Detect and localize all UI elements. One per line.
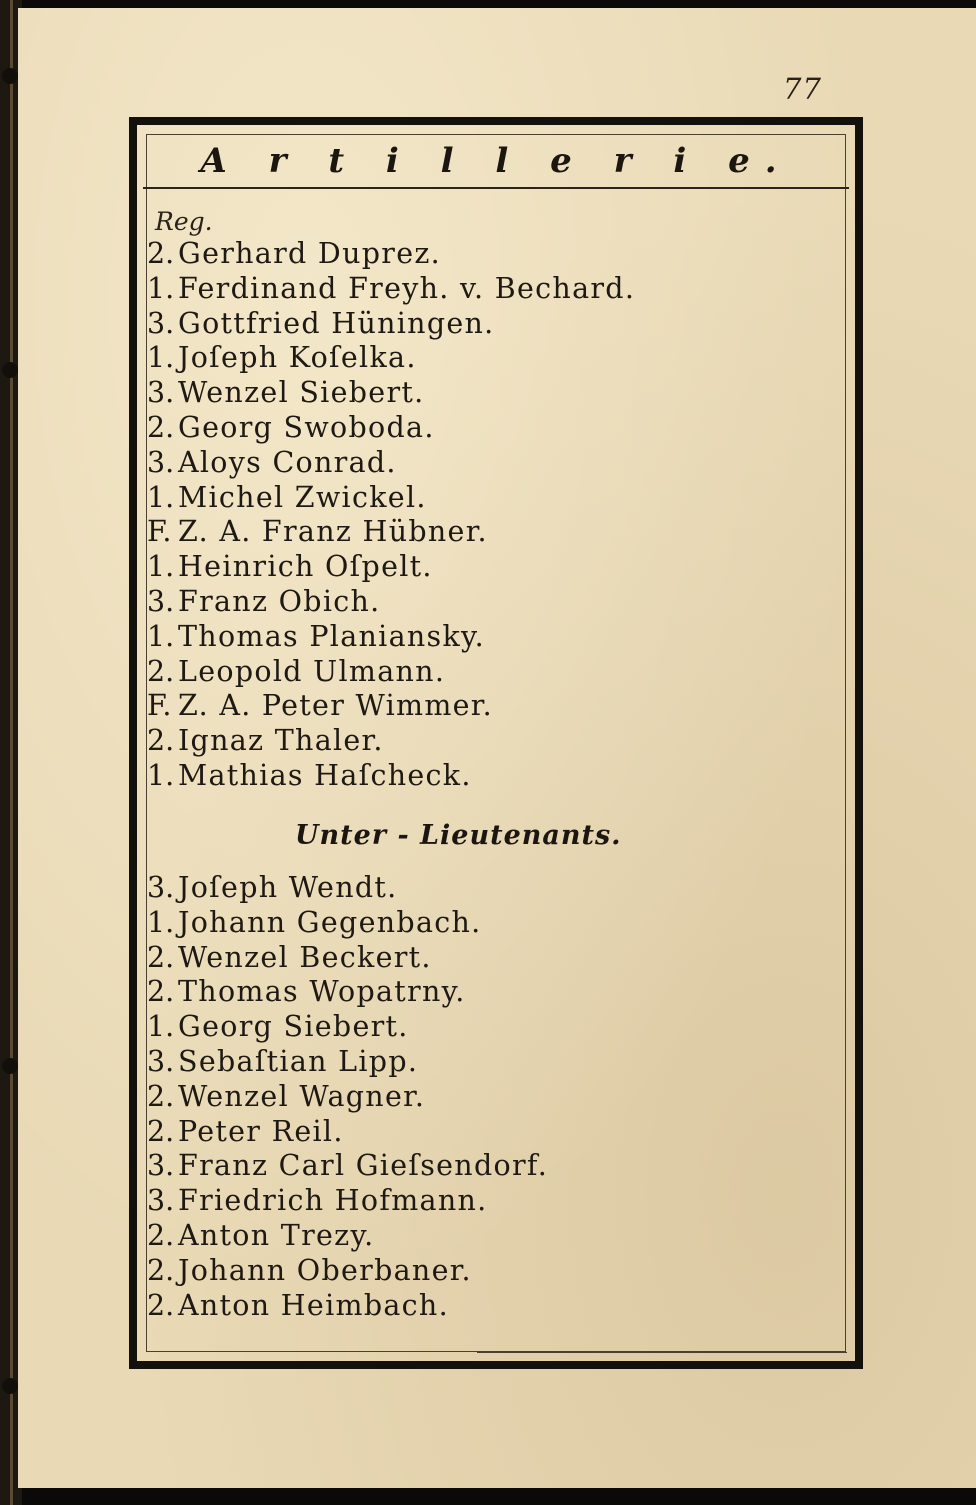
entry-rank: 2. bbox=[147, 1079, 175, 1113]
entry-rank: F. bbox=[147, 689, 172, 723]
list-item bbox=[145, 411, 825, 446]
entry-rank: 2. bbox=[147, 410, 175, 444]
list-item bbox=[145, 237, 825, 272]
entry-rank: 2. bbox=[147, 654, 175, 688]
list-item bbox=[145, 307, 825, 342]
list-item bbox=[145, 481, 825, 516]
list-item bbox=[145, 620, 825, 655]
entry-rank: 2. bbox=[147, 940, 175, 974]
list-item bbox=[145, 724, 825, 759]
binding-hole-top bbox=[2, 68, 18, 84]
entry-name: Georg Siebert. bbox=[178, 1010, 409, 1044]
entry-name: Friedrich Hofmann. bbox=[178, 1184, 488, 1218]
subsection-title: Unter - Lieutenants. bbox=[295, 820, 622, 851]
entry-rank: 1. bbox=[147, 619, 175, 653]
entry-name: Ignaz Thaler. bbox=[178, 724, 384, 758]
entry-rank: 2. bbox=[147, 237, 175, 270]
list-item bbox=[145, 1045, 825, 1080]
entry-name: Franz Obich. bbox=[178, 584, 381, 618]
entry-name: Gottfried Hüningen. bbox=[178, 306, 495, 340]
entry-name: Heinrich Oſpelt. bbox=[178, 550, 433, 584]
entry-rank: 2. bbox=[147, 1114, 175, 1148]
entry-rank: 3. bbox=[147, 871, 175, 904]
entry-rank: 1. bbox=[147, 550, 175, 584]
entry-rank: 2. bbox=[147, 975, 175, 1009]
entry-name: Z. A. Franz Hübner. bbox=[178, 515, 488, 549]
entry-name: Franz Carl Gieſsendorf. bbox=[178, 1149, 549, 1183]
content-frame bbox=[129, 117, 863, 1369]
list-item bbox=[145, 1149, 825, 1184]
list-item bbox=[145, 689, 825, 724]
entry-name: Georg Swoboda. bbox=[178, 410, 435, 444]
binding-hole-lower bbox=[2, 1058, 18, 1074]
entry-rank: 1. bbox=[147, 341, 175, 375]
list-item bbox=[145, 906, 825, 941]
list-item bbox=[145, 941, 825, 976]
entry-rank: 2. bbox=[147, 1253, 175, 1287]
entry-rank: 1. bbox=[147, 271, 175, 305]
entry-rank: 1. bbox=[147, 1010, 175, 1044]
list-item bbox=[145, 1115, 825, 1150]
entry-name: Sebaſtian Lipp. bbox=[178, 1044, 419, 1078]
entry-name: Wenzel Beckert. bbox=[178, 940, 432, 974]
list-item bbox=[145, 446, 825, 481]
entry-rank: 1. bbox=[147, 480, 175, 514]
entry-rank: 3. bbox=[147, 1044, 175, 1078]
list-item bbox=[145, 1010, 825, 1045]
list-item bbox=[145, 871, 825, 906]
entry-rank: 1. bbox=[147, 758, 175, 792]
entry-rank: 3. bbox=[147, 445, 175, 479]
section-title: A r t i l l e r i e. bbox=[200, 141, 792, 181]
entry-rank: 3. bbox=[147, 306, 175, 340]
entry-rank: 2. bbox=[147, 724, 175, 758]
entry-name: Ferdinand Freyh. v. Bechard. bbox=[178, 271, 636, 305]
entry-name: Z. A. Peter Wimmer. bbox=[178, 689, 493, 723]
entry-name: Mathias Haſcheck. bbox=[178, 758, 472, 792]
entry-name: Aloys Conrad. bbox=[178, 445, 397, 479]
list-item bbox=[145, 341, 825, 376]
unter-lieutenants-list bbox=[145, 801, 825, 1323]
list-item bbox=[145, 1254, 825, 1289]
entry-rank: 2. bbox=[147, 1218, 175, 1252]
entry-rank: 2. bbox=[147, 1288, 175, 1322]
list-item bbox=[145, 1184, 825, 1219]
regiment-list bbox=[145, 207, 825, 794]
entry-rank: F. bbox=[147, 515, 172, 549]
list-item bbox=[145, 376, 825, 411]
entry-name: Wenzel Wagner. bbox=[178, 1079, 426, 1113]
entry-name: Johann Oberbaner. bbox=[178, 1253, 472, 1287]
entry-name: Michel Zwickel. bbox=[178, 480, 427, 514]
list-item bbox=[145, 975, 825, 1010]
entry-rank: 3. bbox=[147, 584, 175, 618]
list-header: Reg. bbox=[155, 207, 213, 236]
entry-rank: 3. bbox=[147, 1149, 175, 1183]
list-item bbox=[145, 1219, 825, 1254]
bottom-rule bbox=[477, 1352, 847, 1353]
entry-rank: 1. bbox=[147, 905, 175, 939]
entry-rank: 3. bbox=[147, 1184, 175, 1218]
entry-rank: 3. bbox=[147, 376, 175, 410]
entry-name: Joſeph Wendt. bbox=[178, 871, 398, 904]
entry-name: Leopold Ulmann. bbox=[178, 654, 446, 688]
entry-name: Anton Heimbach. bbox=[178, 1288, 449, 1322]
entry-name: Joſeph Koſelka. bbox=[178, 341, 417, 375]
entry-name: Thomas Wopatrny. bbox=[178, 975, 466, 1009]
entry-name: Gerhard Duprez. bbox=[178, 237, 442, 270]
list-item bbox=[145, 655, 825, 690]
spine-binding-line bbox=[10, 0, 13, 1505]
list-item bbox=[145, 759, 825, 794]
entry-name: Wenzel Siebert. bbox=[178, 376, 425, 410]
list-item bbox=[145, 1080, 825, 1115]
list-item bbox=[145, 550, 825, 585]
entry-name: Peter Reil. bbox=[178, 1114, 344, 1148]
entry-name: Anton Trezy. bbox=[178, 1218, 375, 1252]
page-number: 77 bbox=[783, 72, 822, 106]
list-item bbox=[145, 515, 825, 550]
binding-hole-bottom bbox=[2, 1378, 18, 1394]
list-item bbox=[145, 272, 825, 307]
title-bar bbox=[143, 137, 849, 189]
binding-hole-middle bbox=[2, 362, 18, 378]
entry-name: Johann Gegenbach. bbox=[178, 905, 482, 939]
list-item bbox=[145, 1289, 825, 1324]
list-item bbox=[145, 585, 825, 620]
entry-name: Thomas Planiansky. bbox=[178, 619, 485, 653]
